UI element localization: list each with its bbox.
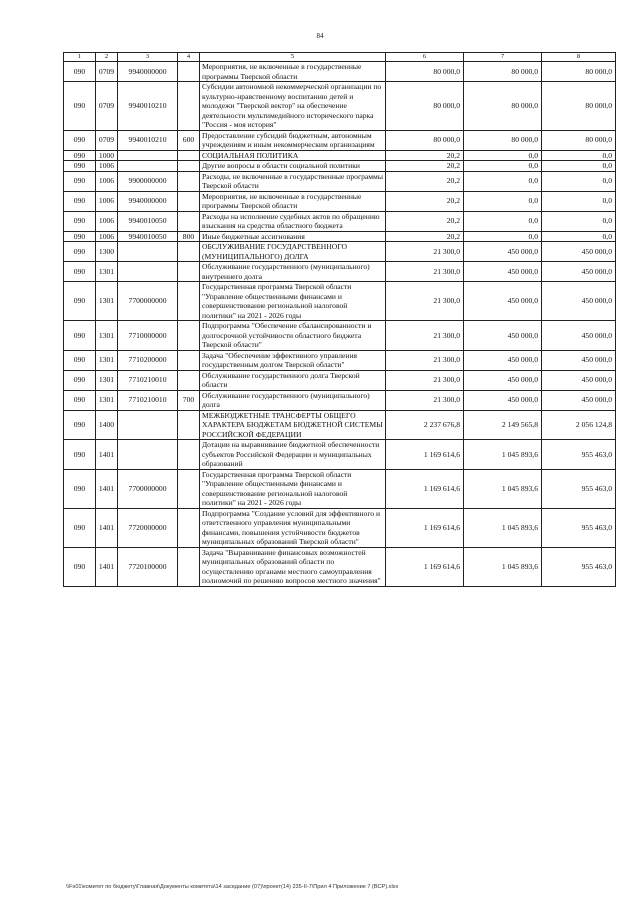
item-name-cell: Государственная программа Тверской области "Управление общественными финансами и совершенствование региональной налоговой политики" на 2021 - 2026 годы [200,282,386,321]
amount-col8-cell: 0,0 [542,231,616,242]
target-article-cell: 9940010050 [118,231,178,242]
target-article-cell: 9900000000 [118,171,178,191]
section-code-cell: 1006 [96,171,118,191]
expense-type-cell [178,410,200,440]
table-row [64,150,616,161]
amount-col6-cell: 21 300,0 [386,262,464,282]
expense-type-cell: 700 [178,390,200,410]
table-row [64,390,616,410]
admin-code-cell: 090 [64,231,96,242]
amount-col7-cell: 80 000,0 [464,82,542,131]
column-header-3: 3 [118,53,178,62]
amount-col6-cell: 20,2 [386,191,464,211]
amount-col6-cell: 21 300,0 [386,370,464,390]
table-row [64,171,616,191]
expense-type-cell [178,171,200,191]
amount-col7-cell: 1 045 893,6 [464,440,542,470]
amount-col6-cell: 80 000,0 [386,130,464,150]
table-row [64,82,616,131]
expense-type-cell [178,242,200,262]
amount-col7-cell: 0,0 [464,150,542,161]
table-row [64,350,616,370]
amount-col6-cell: 1 169 614,6 [386,440,464,470]
amount-col6-cell: 80 000,0 [386,82,464,131]
table-row [64,469,616,508]
page-number: 84 [316,32,324,40]
admin-code-cell: 090 [64,410,96,440]
expense-type-cell [178,469,200,508]
section-code-cell: 1301 [96,282,118,321]
budget-table [63,52,616,587]
section-code-cell: 1401 [96,469,118,508]
admin-code-cell: 090 [64,171,96,191]
admin-code-cell: 090 [64,282,96,321]
table-row [64,211,616,231]
item-name-cell: Расходы на исполнение судебных актов по обращению взыскания на средства областного бюджета [200,211,386,231]
admin-code-cell: 090 [64,211,96,231]
expense-type-cell [178,262,200,282]
expense-type-cell [178,191,200,211]
amount-col6-cell: 20,2 [386,161,464,172]
expense-type-cell [178,161,200,172]
item-name-cell: СОЦИАЛЬНАЯ ПОЛИТИКА [200,150,386,161]
amount-col8-cell: 80 000,0 [542,130,616,150]
item-name-cell: Дотации на выравнивание бюджетной обеспеченности субъектов Российской Федерации и муниципальных образований [200,440,386,470]
amount-col8-cell: 0,0 [542,171,616,191]
amount-col8-cell: 0,0 [542,211,616,231]
amount-col6-cell: 21 300,0 [386,390,464,410]
table-body [64,62,616,587]
section-code-cell: 1301 [96,390,118,410]
column-header-1: 1 [64,53,96,62]
amount-col8-cell: 450 000,0 [542,321,616,351]
target-article-cell: 9940000000 [118,62,178,82]
amount-col6-cell: 21 300,0 [386,321,464,351]
admin-code-cell: 090 [64,469,96,508]
amount-col8-cell: 0,0 [542,191,616,211]
amount-col7-cell: 0,0 [464,191,542,211]
section-code-cell: 0709 [96,82,118,131]
section-code-cell: 1301 [96,370,118,390]
table-row [64,242,616,262]
expense-type-cell: 600 [178,130,200,150]
amount-col8-cell: 450 000,0 [542,282,616,321]
amount-col8-cell: 955 463,0 [542,440,616,470]
admin-code-cell: 090 [64,161,96,172]
amount-col6-cell: 1 169 614,6 [386,508,464,547]
amount-col6-cell: 1 169 614,6 [386,547,464,586]
expense-type-cell [178,370,200,390]
expense-type-cell [178,62,200,82]
amount-col8-cell: 955 463,0 [542,469,616,508]
amount-col6-cell: 80 000,0 [386,62,464,82]
section-code-cell: 1401 [96,508,118,547]
expense-type-cell [178,282,200,321]
table-row [64,130,616,150]
column-header-7: 7 [464,53,542,62]
section-code-cell: 1000 [96,150,118,161]
amount-col7-cell: 0,0 [464,231,542,242]
amount-col7-cell: 450 000,0 [464,262,542,282]
admin-code-cell: 090 [64,82,96,131]
table-row [64,321,616,351]
item-name-cell: Подпрограмма "Обеспечение сбалансированности и долгосрочной устойчивости областного бюджета Тверской области" [200,321,386,351]
expense-type-cell [178,508,200,547]
amount-col6-cell: 20,2 [386,211,464,231]
amount-col7-cell: 0,0 [464,171,542,191]
table-row [64,262,616,282]
section-code-cell: 1301 [96,321,118,351]
amount-col7-cell: 450 000,0 [464,242,542,262]
admin-code-cell: 090 [64,62,96,82]
admin-code-cell: 090 [64,370,96,390]
target-article-cell [118,410,178,440]
target-article-cell: 9940000000 [118,191,178,211]
amount-col6-cell: 1 169 614,6 [386,469,464,508]
amount-col7-cell: 450 000,0 [464,350,542,370]
admin-code-cell: 090 [64,321,96,351]
section-code-cell: 1006 [96,161,118,172]
amount-col8-cell: 0,0 [542,150,616,161]
amount-col8-cell: 80 000,0 [542,82,616,131]
section-code-cell: 1301 [96,350,118,370]
expense-type-cell: 800 [178,231,200,242]
admin-code-cell: 090 [64,130,96,150]
expense-type-cell [178,211,200,231]
item-name-cell: Обслуживание государственного (муниципального) долга [200,390,386,410]
amount-col8-cell: 955 463,0 [542,547,616,586]
expense-type-cell [178,547,200,586]
amount-col8-cell: 2 056 124,8 [542,410,616,440]
section-code-cell: 1006 [96,211,118,231]
amount-col7-cell: 1 045 893,6 [464,547,542,586]
item-name-cell: Субсидии автономной некоммерческой организации по культурно-нравственному воспитанию детей и молодежи "Тверской вектор" на обеспечение деятельности мультимедийного исторического парка "Россия - моя история" [200,82,386,131]
target-article-cell [118,262,178,282]
amount-col8-cell: 450 000,0 [542,370,616,390]
table-header-row [64,53,616,62]
item-name-cell: ОБСЛУЖИВАНИЕ ГОСУДАРСТВЕННОГО (МУНИЦИПАЛЬНОГО) ДОЛГА [200,242,386,262]
target-article-cell: 9940010050 [118,211,178,231]
section-code-cell: 1401 [96,440,118,470]
amount-col7-cell: 0,0 [464,161,542,172]
amount-col7-cell: 0,0 [464,211,542,231]
amount-col8-cell: 955 463,0 [542,508,616,547]
target-article-cell: 9940010210 [118,82,178,131]
amount-col6-cell: 21 300,0 [386,242,464,262]
column-header-2: 2 [96,53,118,62]
target-article-cell [118,150,178,161]
item-name-cell: Задача "Обеспечение эффективного управления государственным долгом Тверской области" [200,350,386,370]
table-row [64,231,616,242]
admin-code-cell: 090 [64,547,96,586]
section-code-cell: 1400 [96,410,118,440]
item-name-cell: Предоставление субсидий бюджетным, автономным учреждениям и иным некоммерческим организациям [200,130,386,150]
target-article-cell: 7720100000 [118,547,178,586]
target-article-cell: 7700000000 [118,282,178,321]
target-article-cell [118,440,178,470]
amount-col6-cell: 20,2 [386,171,464,191]
column-header-4: 4 [178,53,200,62]
amount-col6-cell: 21 300,0 [386,350,464,370]
expense-type-cell [178,150,200,161]
table-row [64,62,616,82]
item-name-cell: Мероприятия, не включенные в государственные программы Тверской области [200,62,386,82]
admin-code-cell: 090 [64,262,96,282]
item-name-cell: Задача "Выравнивание финансовых возможностей муниципальных образований области по осуществлению органами местного самоуправления полномочий по решению вопросов местного значения" [200,547,386,586]
section-code-cell: 0709 [96,62,118,82]
table-row [64,547,616,586]
amount-col6-cell: 20,2 [386,231,464,242]
admin-code-cell: 090 [64,150,96,161]
amount-col7-cell: 1 045 893,6 [464,508,542,547]
amount-col7-cell: 80 000,0 [464,130,542,150]
admin-code-cell: 090 [64,440,96,470]
admin-code-cell: 090 [64,350,96,370]
amount-col8-cell: 0,0 [542,161,616,172]
amount-col6-cell: 2 237 676,8 [386,410,464,440]
table-row [64,191,616,211]
target-article-cell [118,242,178,262]
column-header-8: 8 [542,53,616,62]
section-code-cell: 1006 [96,231,118,242]
item-name-cell: Подпрограмма "Создание условий для эффективного и ответственного управления муниципальными финансами, повышения устойчивости бюджетов муниципальных образований Тверской области" [200,508,386,547]
item-name-cell: Обслуживание государственного (муниципального) внутреннего долга [200,262,386,282]
admin-code-cell: 090 [64,508,96,547]
target-article-cell: 7700000000 [118,469,178,508]
target-article-cell: 7710000000 [118,321,178,351]
expense-type-cell [178,321,200,351]
table-row [64,410,616,440]
expense-type-cell [178,440,200,470]
footer-file-path: \\Fs01\комитет по бюджету\Главная\Документы комитета\14 заседание (07)\проект(14) 235-II-7\Прил 4 Приложение 7 (ВСР).xlsx [66,884,399,890]
target-article-cell [118,161,178,172]
amount-col8-cell: 450 000,0 [542,350,616,370]
section-code-cell: 0709 [96,130,118,150]
column-header-5: 5 [200,53,386,62]
amount-col8-cell: 450 000,0 [542,390,616,410]
column-header-6: 6 [386,53,464,62]
section-code-cell: 1300 [96,242,118,262]
item-name-cell: МЕЖБЮДЖЕТНЫЕ ТРАНСФЕРТЫ ОБЩЕГО ХАРАКТЕРА БЮДЖЕТАМ БЮДЖЕТНОЙ СИСТЕМЫ РОССИЙСКОЙ ФЕДЕРАЦИИ [200,410,386,440]
section-code-cell: 1301 [96,262,118,282]
amount-col6-cell: 20,2 [386,150,464,161]
item-name-cell: Другие вопросы в области социальной политики [200,161,386,172]
expense-type-cell [178,350,200,370]
amount-col7-cell: 450 000,0 [464,321,542,351]
amount-col7-cell: 80 000,0 [464,62,542,82]
amount-col7-cell: 450 000,0 [464,390,542,410]
admin-code-cell: 090 [64,242,96,262]
table-row [64,370,616,390]
table-row [64,282,616,321]
amount-col8-cell: 450 000,0 [542,262,616,282]
admin-code-cell: 090 [64,390,96,410]
item-name-cell: Государственная программа Тверской области "Управление общественными финансами и совершенствование региональной налоговой политики" на 2021 - 2026 годы [200,469,386,508]
amount-col7-cell: 450 000,0 [464,370,542,390]
section-code-cell: 1006 [96,191,118,211]
amount-col7-cell: 450 000,0 [464,282,542,321]
amount-col7-cell: 1 045 893,6 [464,469,542,508]
expense-type-cell [178,82,200,131]
target-article-cell: 7710200000 [118,350,178,370]
table-row [64,508,616,547]
admin-code-cell: 090 [64,191,96,211]
item-name-cell: Расходы, не включенные в государственные программы Тверской области [200,171,386,191]
amount-col6-cell: 21 300,0 [386,282,464,321]
item-name-cell: Мероприятия, не включенные в государственные программы Тверской области [200,191,386,211]
section-code-cell: 1401 [96,547,118,586]
target-article-cell: 9940010210 [118,130,178,150]
amount-col7-cell: 2 149 565,8 [464,410,542,440]
amount-col8-cell: 450 000,0 [542,242,616,262]
table-row [64,440,616,470]
item-name-cell: Обслуживание государственного долга Тверской области [200,370,386,390]
target-article-cell: 7710210010 [118,390,178,410]
target-article-cell: 7710210010 [118,370,178,390]
item-name-cell: Иные бюджетные ассигнования [200,231,386,242]
amount-col8-cell: 80 000,0 [542,62,616,82]
target-article-cell: 7720000000 [118,508,178,547]
table-row [64,161,616,172]
